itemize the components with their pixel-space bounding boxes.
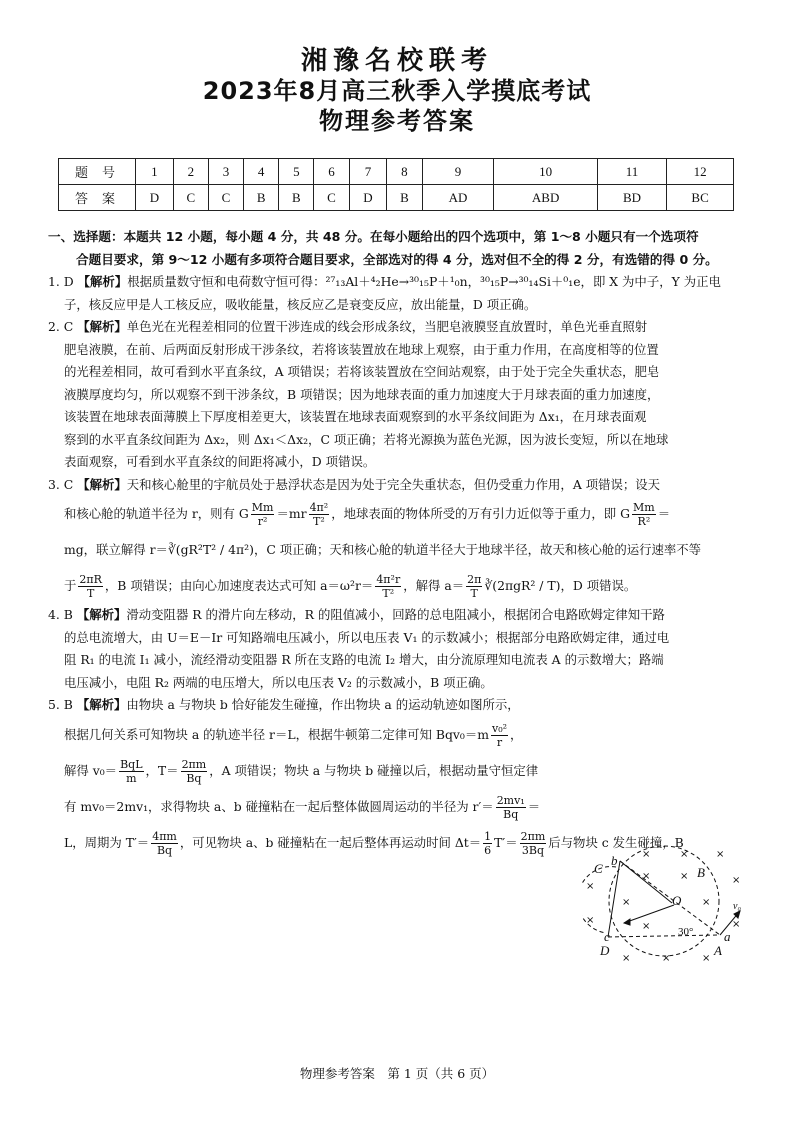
- fraction-numerator: 4πm: [152, 829, 177, 843]
- fraction-denominator: m: [126, 771, 137, 785]
- label-A: A: [714, 943, 722, 958]
- fraction-denominator: T²: [313, 515, 325, 528]
- q5-text-seg: ，T＝: [145, 762, 179, 778]
- q3-text-seg: ，C 项正确；天和核心舱的轨道半径大于地球半径，故天和核心舱的运行速率不等: [253, 542, 702, 557]
- q5-text-line4: [48, 789, 584, 825]
- field-cross: ×: [586, 881, 595, 892]
- fraction-numerator: 2mv₁: [496, 793, 525, 807]
- q5-text-seg: 后与物块 c 发生碰撞，B: [548, 834, 684, 850]
- question-number: 1: [136, 159, 174, 185]
- question-number: 2: [173, 159, 208, 185]
- solutions-content: [48, 226, 756, 861]
- fraction-numerator: 2πm: [520, 829, 546, 843]
- fraction-denominator: r: [496, 735, 503, 749]
- q1-text-line1: 根据质量数守恒和电荷数守恒可得：²⁷₁₃Al＋⁴₂He→³⁰₁₅P＋¹₀n，³⁰₁₅P→³⁰₁₄Si＋⁰₁e，即 X 为中子，Y 为正电: [127, 274, 721, 289]
- q2-text-line4: 液膜厚度均匀，所以观察不到干涉条纹，B 项错误；因为地球表面的重力加速度大于月球表面的重力加速度，: [64, 386, 660, 402]
- q5-paragraph: [48, 694, 756, 861]
- answer-cell: B: [244, 185, 279, 211]
- question-number: 11: [597, 159, 666, 185]
- fraction-denominator: T: [470, 587, 478, 600]
- question-number: 12: [667, 159, 734, 185]
- section-heading-line2: 合题目要求，第 9～12 小题有多项符合题目要求，全部选对的得 4 分，选对但不全的得 2 分，有选错的得 0 分。: [76, 251, 718, 267]
- q5-text-seg: 解得 v₀＝: [64, 762, 118, 778]
- fraction-denominator: Bq: [156, 843, 173, 857]
- field-cross: ×: [642, 871, 651, 882]
- fraction: [251, 501, 275, 528]
- q3-text-seg: ＝mr: [276, 506, 307, 521]
- answer-cell: AD: [422, 185, 494, 211]
- label-30deg: 30°: [678, 926, 694, 938]
- row-label-number: 题号: [59, 159, 136, 185]
- fraction-numerator: 2π: [467, 573, 482, 586]
- page-footer: 物理参考答案 第 1 页（共 6 页）: [299, 1066, 495, 1081]
- q4-number: 4. B: [48, 607, 73, 622]
- fraction-denominator: R²: [637, 515, 651, 528]
- q2-text-line2: 肥皂液膜，在前、后两面反射形成干涉条纹，若将该装置放在地球上观察，由于重力作用，在高度相等的位置: [64, 341, 659, 357]
- field-cross: ×: [702, 953, 711, 964]
- number-row: [59, 159, 734, 185]
- question-number: 6: [314, 159, 349, 185]
- q2-text-line6: 察到的水平直条纹间距为 Δx₂，则 Δx₁＜Δx₂，C 项正确；若将光源换为蓝色光源，因为波长变短，所以在地球: [64, 431, 669, 447]
- field-cross: ×: [702, 897, 711, 908]
- answer-cell: BD: [597, 185, 666, 211]
- question-number: 5: [279, 159, 314, 185]
- field-cross: ×: [732, 919, 741, 930]
- fraction: [466, 573, 482, 600]
- fraction-numerator: v₀²: [491, 721, 508, 735]
- fraction-denominator: T²: [382, 587, 395, 600]
- jiexi-label: 【解析】: [77, 274, 128, 289]
- cube-root-expression: ∛(gR²T² / 4π²): [167, 542, 254, 557]
- fraction-denominator: 6: [484, 843, 492, 857]
- answer-cell: D: [349, 185, 387, 211]
- q1-text-line2: 子，核反应甲是人工核反应，吸收能量，核反应乙是衰变反应，放出能量，D 项正确。: [64, 296, 537, 312]
- q3-number: 3. C: [48, 476, 74, 492]
- fraction-numerator: 2πm: [181, 757, 207, 771]
- fraction-denominator: Bq: [186, 771, 202, 785]
- fraction: [632, 501, 656, 528]
- q3-text-seg: ，B 项错误；由向心加速度表达式可知 a＝ω²r＝: [104, 578, 374, 593]
- answer-table: [58, 158, 734, 211]
- fraction-denominator: T: [86, 587, 95, 600]
- q5-text-seg: ，A 项错误；物块 a 与物块 b 碰撞以后，根据动量守恒定律: [209, 762, 539, 778]
- label-O: O: [672, 893, 682, 908]
- chord-cd: [608, 861, 620, 937]
- jiexi-label: 【解析】: [76, 697, 127, 712]
- q3-text-line4: [48, 568, 756, 604]
- field-cross: ×: [622, 953, 631, 964]
- q4-text-line1: 滑动变阻器 R 的滑片向左移动，R 的阻值减小，回路的总电阻减小，根据闭合电路欧姆定律知干路: [126, 607, 665, 622]
- fraction: [375, 573, 401, 600]
- answer-cell: BC: [667, 185, 734, 211]
- q5-text-seg: ，: [510, 726, 523, 742]
- jiexi-label: 【解析】: [76, 607, 127, 622]
- q5-text-seg: L，周期为 T′＝: [64, 834, 150, 850]
- header: [0, 46, 794, 136]
- fraction-denominator: Bq: [503, 807, 519, 821]
- solution-q3: [48, 474, 756, 605]
- field-cross: ×: [586, 915, 595, 926]
- question-number: 9: [422, 159, 494, 185]
- solution-q1: [48, 271, 756, 316]
- document-title: 物理参考答案: [319, 107, 475, 135]
- q4-text-line2: 的总电流增大，由 U＝E－Ir 可知路端电压减小，所以电压表 V₁ 的示数减小；根据部分电路欧姆定律，通过电: [64, 629, 670, 645]
- answer-cell: B: [279, 185, 314, 211]
- q3-text-seg: mg，联立解得 r＝: [64, 542, 168, 557]
- q5-text-seg: ＝: [527, 798, 541, 814]
- q3-text-line2: [48, 496, 756, 532]
- fraction-numerator: 4π²r: [376, 573, 401, 586]
- field-cross: ×: [680, 871, 689, 882]
- question-number: 3: [208, 159, 243, 185]
- label-b: b: [611, 853, 618, 868]
- label-C: C: [594, 861, 603, 876]
- fraction-numerator: 1: [484, 829, 492, 843]
- fraction-numerator: 2πR: [79, 573, 102, 586]
- q5-text-seg: 有 mv₀＝2mv₁，求得物块 a、b 碰撞粘在一起后整体做圆周运动的半径为 r′＝: [64, 798, 494, 814]
- q2-text-line3: 的光程差相同，故可看到水平直条纹，A 项错误；若将该装置放在空间站观察，由于处于完全失重状态，肥皂: [64, 364, 660, 379]
- section-heading-line1: 一、选择题：本题共 12 小题，每小题 4 分，共 48 分。在每小题给出的四个选项中，第 1～8 小题只有一个选项符: [48, 229, 699, 244]
- fraction-numerator: Mm: [633, 501, 655, 514]
- fraction-numerator: Mm: [251, 501, 274, 514]
- fraction-numerator: 4π²: [309, 501, 329, 514]
- section-heading: [48, 226, 756, 271]
- field-cross: ×: [622, 897, 631, 908]
- field-cross: ×: [716, 849, 725, 860]
- question-number: 8: [387, 159, 422, 185]
- q2-text-line5: 该装置在地球表面薄膜上下厚度相差更大，该装置在地球表面观察到的水平条纹间距为 Δx₁，在月球表面观: [64, 409, 647, 424]
- answer-cell: C: [314, 185, 349, 211]
- row-label-answer: 答案: [59, 185, 136, 211]
- q5-text-line3: [48, 753, 584, 789]
- q3-text-seg: 和核心舱的轨道半径为 r，则有 G: [64, 506, 249, 521]
- fraction: [78, 573, 103, 600]
- q3-text-line1: 天和核心舱里的宇航员处于悬浮状态是因为处于完全失重状态，但仍受重力作用，A 项错误；设天: [126, 476, 661, 492]
- question-number: 10: [494, 159, 597, 185]
- q3-text-line3: [48, 532, 756, 568]
- fraction: [483, 830, 492, 857]
- jiexi-label: 【解析】: [77, 319, 127, 334]
- q5-text-line2: [48, 717, 584, 753]
- field-cross: ×: [642, 849, 651, 860]
- answer-cell: D: [136, 185, 174, 211]
- answer-cell: C: [208, 185, 243, 211]
- fraction: [309, 501, 330, 528]
- q5-text-seg: ，可见物块 a、b 碰撞粘在一起后整体再运动时间 Δt＝: [179, 834, 482, 850]
- question-number: 7: [349, 159, 387, 185]
- fraction: [119, 758, 143, 785]
- fraction-denominator: r²: [257, 515, 268, 528]
- label-B: B: [697, 865, 705, 880]
- fraction: [491, 722, 508, 749]
- exam-name-title: 2023年8月高三秋季入学摸底考试: [202, 77, 592, 105]
- q5-text-line1: 由物块 a 与物块 b 恰好能发生碰撞，作出物块 a 的运动轨迹如图所示，: [126, 697, 520, 712]
- field-cross: ×: [662, 953, 671, 964]
- q2-text-line1: 单色光在光程差相同的位置干涉连成的线会形成条纹，当肥皂液膜竖直放置时，单色光垂直照射: [126, 319, 648, 334]
- q3-text-seg: ，地球表面的物体所受的万有引力近似等于重力，即 G: [331, 506, 631, 521]
- solution-q4: [48, 604, 756, 694]
- exam-org-title: 湘豫名校联考: [300, 46, 493, 76]
- field-cross: ×: [732, 875, 741, 886]
- q5-number: 5. B: [48, 697, 73, 712]
- label-v0: v₀: [733, 901, 741, 912]
- field-cross: ×: [680, 849, 689, 860]
- q5-text-seg: T′＝: [494, 834, 518, 850]
- label-D: D: [600, 943, 610, 958]
- q1-number: 1. D: [48, 274, 74, 289]
- solution-q2: [48, 316, 756, 474]
- field-cross: ×: [642, 921, 651, 932]
- fraction-numerator: BqL: [120, 757, 143, 771]
- q3-text-seg: 于: [64, 578, 77, 593]
- q4-text-line3: 阻 R₁ 的电流 I₁ 减小，流经滑动变阻器 R 所在支路的电流 I₂ 增大，由分流原理知电流表 A 的示数增大；路端: [64, 652, 664, 667]
- q5-text-seg: 根据几何关系可知物块 a 的轨迹半径 r＝L，根据牛顿第二定律可知 Bqv₀＝m: [64, 726, 489, 742]
- answer-cell: B: [387, 185, 422, 211]
- label-c: c: [604, 929, 610, 944]
- q3-text-seg: ＝: [657, 506, 671, 521]
- fraction: [181, 758, 208, 785]
- q2-text-line7: 表面观察，可看到水平直条纹的间距将减小，D 项错误。: [64, 454, 376, 469]
- solution-q5: [48, 694, 756, 861]
- arrowhead-b: [624, 919, 630, 925]
- fraction: [520, 830, 547, 857]
- answer-cell: ABD: [494, 185, 597, 211]
- fraction-denominator: 3Bq: [521, 843, 544, 857]
- q2-number: 2. C: [48, 319, 74, 334]
- jiexi-label: 【解析】: [77, 476, 127, 492]
- cube-root-expression: ∛(2πgR² / T): [484, 578, 561, 593]
- label-a: a: [724, 929, 731, 944]
- trajectory-diagram: [582, 843, 752, 973]
- question-number: 4: [244, 159, 279, 185]
- q4-text-line4: 电压减小，电阻 R₂ 两端的电压增大，所以电压表 V₂ 的示数减小，B 项正确。: [64, 674, 493, 690]
- fraction: [151, 830, 178, 857]
- fraction: [496, 794, 526, 821]
- dashed-line-da: [608, 935, 720, 937]
- answer-cell: C: [173, 185, 208, 211]
- answer-row: [59, 185, 734, 211]
- q3-text-seg: ，D 项错误。: [560, 578, 637, 593]
- q3-text-seg: ，解得 a＝: [403, 578, 465, 593]
